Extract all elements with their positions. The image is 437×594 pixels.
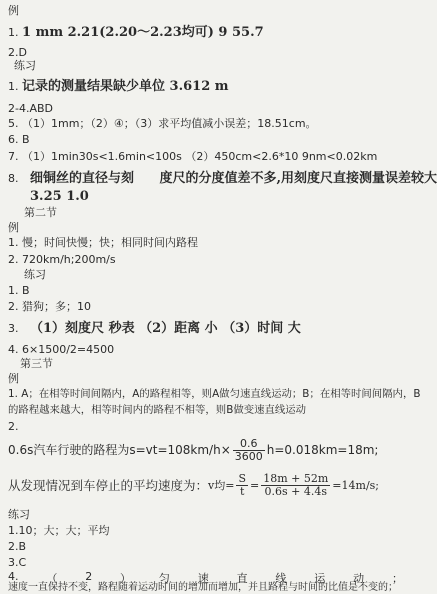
- practice-heading: 练习: [8, 508, 30, 521]
- answer-line: 3.C: [8, 556, 27, 569]
- answer-line: 1.10；大；大；平均: [8, 524, 110, 537]
- justified-char: 动: [353, 572, 365, 585]
- answer-line: 1. B: [8, 284, 30, 297]
- answer-line: 速度一直保持不变，路程随着运动时间的增加而增加，并且路程与时间的比值是不变的；: [8, 582, 398, 593]
- fraction: [261, 473, 330, 498]
- equation-text: =14m/s;: [332, 478, 379, 492]
- answer-line: 2.: [8, 420, 19, 433]
- item-number: 7.: [8, 150, 19, 163]
- answer-line: [8, 322, 301, 335]
- practice-heading: 练习: [14, 59, 36, 72]
- equation-text: 从发现情况到车停止的平均速度为：: [8, 477, 209, 493]
- fraction: [236, 473, 248, 498]
- example-heading: 例: [8, 4, 19, 17]
- answer-line: 1. 慢；时间快慢；快；相同时间内路程: [8, 236, 198, 249]
- justified-char: 线: [275, 572, 287, 585]
- answer-line: 2.D: [8, 46, 27, 59]
- fraction: [233, 438, 265, 463]
- item-number: 3.: [8, 322, 19, 335]
- fraction-numerator: 18m + 52m: [263, 471, 329, 485]
- example-heading: 例: [8, 221, 19, 234]
- fraction-denominator: t: [240, 484, 245, 498]
- handwritten-answer: 1 mm 2.21(2.20～2.23均可) 9 55.7: [22, 25, 264, 40]
- fraction-numerator: 0.6: [233, 438, 265, 451]
- item-number: 1.: [8, 26, 19, 39]
- practice-heading: 练习: [24, 268, 46, 281]
- handwritten-answer: 细铜丝的直径与刻: [30, 171, 135, 186]
- equation-line: [8, 467, 379, 503]
- answer-line: 1. A；在相等时间间隔内，A的路程相等，则A做匀速直线运动；B；在相等时间间隔内，B: [8, 388, 421, 400]
- answer-line: 2. 猎狗；多；10: [8, 300, 91, 313]
- section-heading: 第三节: [20, 357, 53, 370]
- justified-char: ）: [120, 572, 132, 585]
- answer-line: [8, 150, 377, 163]
- equation-text: h=0.018km=18m;: [266, 442, 379, 457]
- handwritten-answer: 度尺的分度值差不多,用刻度尺直接测量误差较大: [159, 171, 437, 186]
- answer-line: [8, 80, 229, 93]
- answer-line: 6. B: [8, 133, 30, 146]
- justified-char: 直: [236, 572, 248, 585]
- answer-line: 5. （1）1mm；（2）④；（3）求平均值减小误差；18.51cm。: [8, 117, 317, 130]
- justified-char: 运: [314, 572, 326, 585]
- answer-line: [8, 172, 437, 185]
- answer-line: 2.B: [8, 540, 27, 553]
- handwritten-answer: 记录的测量结果缺少单位 3.612 m: [22, 79, 229, 94]
- answer-line: 4. 6×1500/2=4500: [8, 343, 115, 356]
- handwritten-answer: （1）刻度尺 秒表 （2）距离 小 （3）时间 大: [30, 321, 301, 336]
- equation-text: 0.6s汽车行驶的路程为s=vt=108km/h×: [8, 442, 231, 457]
- section-heading: 第二节: [24, 206, 57, 219]
- equals-sign: =: [250, 478, 260, 492]
- item-number: 1.: [8, 80, 19, 93]
- example-heading: 例: [8, 372, 19, 385]
- justified-char: 4.: [8, 570, 19, 583]
- fraction-numerator: S: [238, 471, 246, 485]
- answer-line: 的路程越来越大，相等时间内的路程不相等，则B做变速直线运动: [8, 404, 307, 416]
- justified-char: 速: [197, 572, 209, 585]
- handwritten-answer: 3.25 1.0: [30, 189, 89, 204]
- fraction-denominator: 3600: [234, 449, 263, 463]
- justified-char: ；: [391, 572, 403, 585]
- answer-text: （1）1min30s<1.6min<100s （2）450cm<2.6*10 9nm<0.02km: [22, 150, 378, 163]
- answer-line: [8, 26, 264, 39]
- fraction-denominator: 0.6s + 4.4s: [264, 484, 327, 498]
- answer-line: 2-4.ABD: [8, 102, 54, 115]
- equation-line: [8, 433, 378, 467]
- justified-char: 2: [85, 570, 93, 583]
- answer-line: 2. 720km/h;200m/s: [8, 253, 116, 266]
- item-number: 8.: [8, 172, 19, 185]
- justified-char: （: [46, 572, 58, 585]
- justified-char: 匀: [158, 572, 170, 585]
- velocity-symbol: v均=: [208, 478, 235, 492]
